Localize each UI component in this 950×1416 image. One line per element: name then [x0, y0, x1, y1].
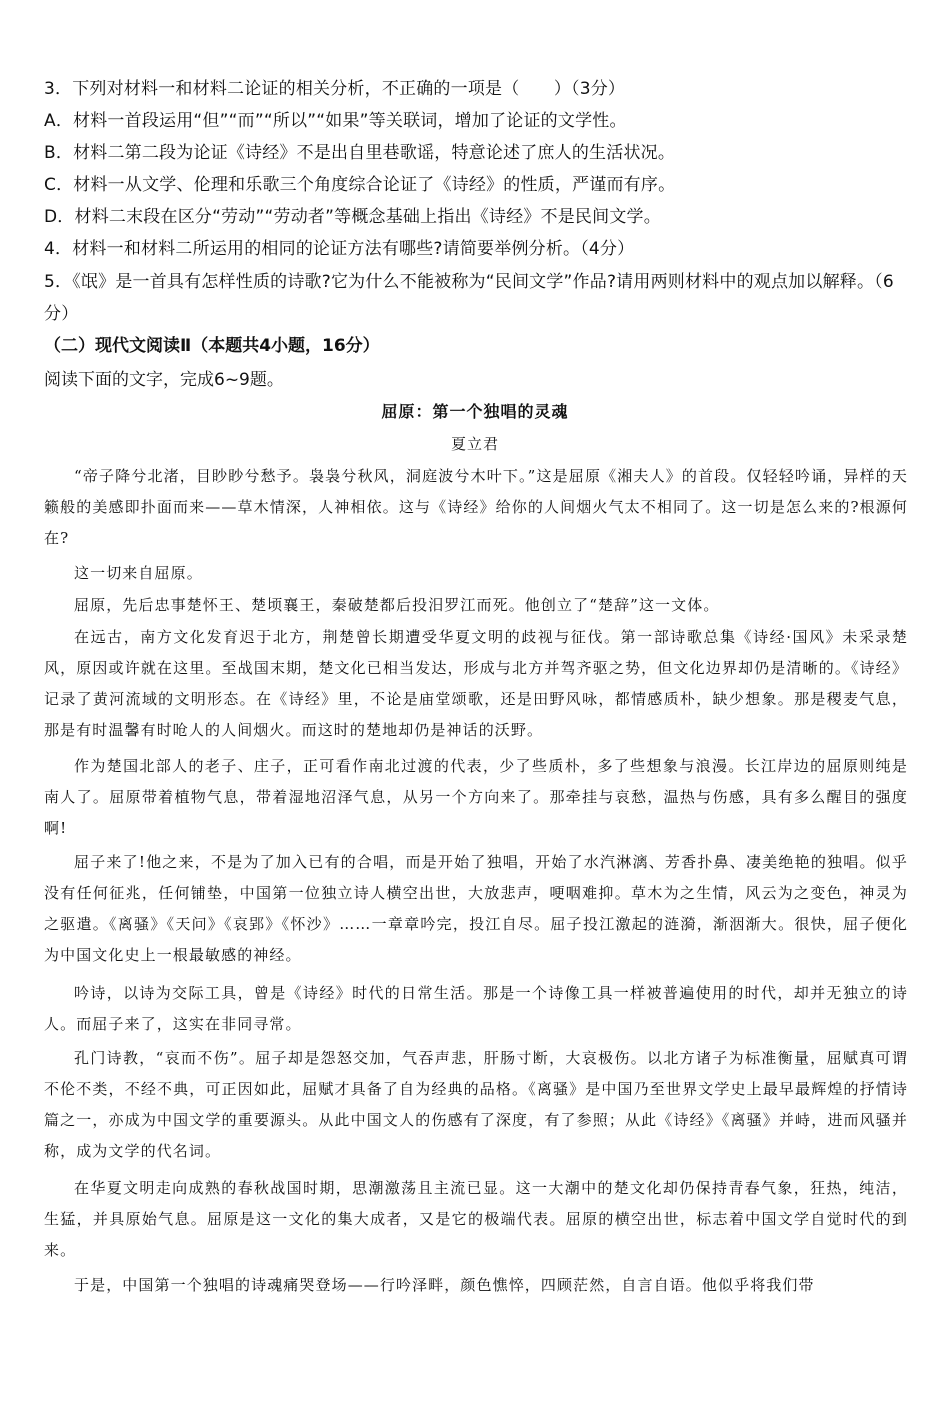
article-paragraph-1: “帝子降兮北渚，目眇眇兮愁予。袅袅兮秋风，洞庭波兮木叶下。”这是屈原《湘夫人》的首段。仅轻轻吟诵，异样的天籁般的美感即扑面而来——草木情深，人神相依。这与《诗经》给你的人间烟火气太不相同了。这一切是怎么来的?根源何在?: [44, 467, 908, 547]
article-author: 夏立君: [450, 435, 499, 453]
question-3-option-c: C．材料一从文学、伦理和乐歌三个角度综合论证了《诗经》的性质，严谨而有序。: [44, 175, 676, 195]
section-heading: （二）现代文阅读Ⅱ（本题共4小题，16分）: [44, 336, 380, 356]
article-paragraph-5: 作为楚国北部人的老子、庄子，正可看作南北过渡的代表，少了些质朴，多了些想象与浪漫。长江岸边的屈原则纯是南人了。屈原带着植物气息，带着湿地沼泽气息，从另一个方向来了。那牵挂与哀愁，温热与伤感，具有多么醒目的强度啊!: [44, 757, 908, 837]
article-paragraph-6: 屈子来了!他之来，不是为了加入已有的合唱，而是开始了独唱，开始了水汽淋漓、芳香扑鼻、凄美绝艳的独唱。似乎没有任何征兆，任何铺垫，中国第一位独立诗人横空出世，大放悲声，哽咽难抑。草木为之生情，风云为之变色，神灵为之驱遣。《离骚》《天问》《哀郢》《怀沙》……一章章吟完，投江自尽。屈子投江激起的涟漪，渐洇渐大。很快，屈子便化为中国文化史上一根最敏感的神经。: [44, 853, 908, 964]
article-paragraph-2: 这一切来自屈原。: [74, 564, 203, 582]
article-paragraph-8: 孔门诗教，“哀而不伤”。屈子却是怨怒交加，气吞声悲，肝肠寸断，大哀极伤。以北方诸子为标准衡量，屈赋真可谓不伦不类，不经不典，可正因如此，屈赋才具备了自为经典的品格。《离骚》是中国乃至世界文学史上最早最辉煌的抒情诗篇之一，亦成为中国文学的重要源头。从此中国文人的伤感有了深度，有了参照；从此《诗经》《离骚》并峙，进而风骚并称，成为文学的代名词。: [44, 1049, 908, 1160]
article-paragraph-3: 屈原，先后忠事楚怀王、楚顷襄王，秦破楚都后投汨罗江而死。他创立了“楚辞”这一文体。: [74, 596, 720, 614]
question-3-option-a: A．材料一首段运用“但”“而”“所以”“如果”等关联词，增加了论证的文学性。: [44, 111, 627, 131]
question-3-stem: 3．下列对材料一和材料二论证的相关分析，不正确的一项是（ ）（3分）: [44, 79, 626, 99]
question-3-option-b: B．材料二第二段为论证《诗经》不是出自里巷歌谣，特意论述了庶人的生活状况。: [44, 143, 676, 163]
section-instruction: 阅读下面的文字，完成6~9题。: [44, 370, 284, 390]
question-3-option-d: D．材料二末段在区分“劳动”“劳动者”等概念基础上指出《诗经》不是民间文学。: [44, 207, 661, 227]
article-title: 屈原：第一个独唱的灵魂: [381, 402, 569, 421]
question-4: 4．材料一和材料二所运用的相同的论证方法有哪些?请简要举例分析。（4分）: [44, 239, 635, 259]
article-paragraph-9: 在华夏文明走向成熟的春秋战国时期，思潮激荡且主流已显。这一大潮中的楚文化却仍保持青春气象，狂热，纯洁，生猛，并具原始气息。屈原是这一文化的集大成者，又是它的极端代表。屈原的横空出世，标志着中国文学自觉时代的到来。: [44, 1179, 908, 1259]
article-paragraph-4: 在远古，南方文化发育迟于北方，荆楚曾长期遭受华夏文明的歧视与征伐。第一部诗歌总集《诗经·国风》未采录楚风，原因或许就在这里。至战国末期，楚文化已相当发达，形成与北方并驾齐驱之势，但文化边界却仍是清晰的。《诗经》记录了黄河流域的文明形态。在《诗经》里，不论是庙堂颂歌，还是田野风咏，都情感质朴，缺少想象。那是稷麦气息，那是有时温馨有时呛人的人间烟火。而这时的楚地却仍是神话的沃野。: [44, 628, 908, 739]
question-5: 5．《氓》是一首具有怎样性质的诗歌?它为什么不能被称为“民间文学”作品?请用两则材料中的观点加以解释。（6分）: [44, 272, 894, 324]
article-paragraph-7: 吟诗，以诗为交际工具，曾是《诗经》时代的日常生活。那是一个诗像工具一样被普遍使用的时代，却并无独立的诗人。而屈子来了，这实在非同寻常。: [44, 984, 908, 1033]
article-paragraph-10: 于是，中国第一个独唱的诗魂痛哭登场——行吟泽畔，颜色憔悴，四顾茫然，自言自语。他似乎将我们带: [74, 1276, 815, 1294]
